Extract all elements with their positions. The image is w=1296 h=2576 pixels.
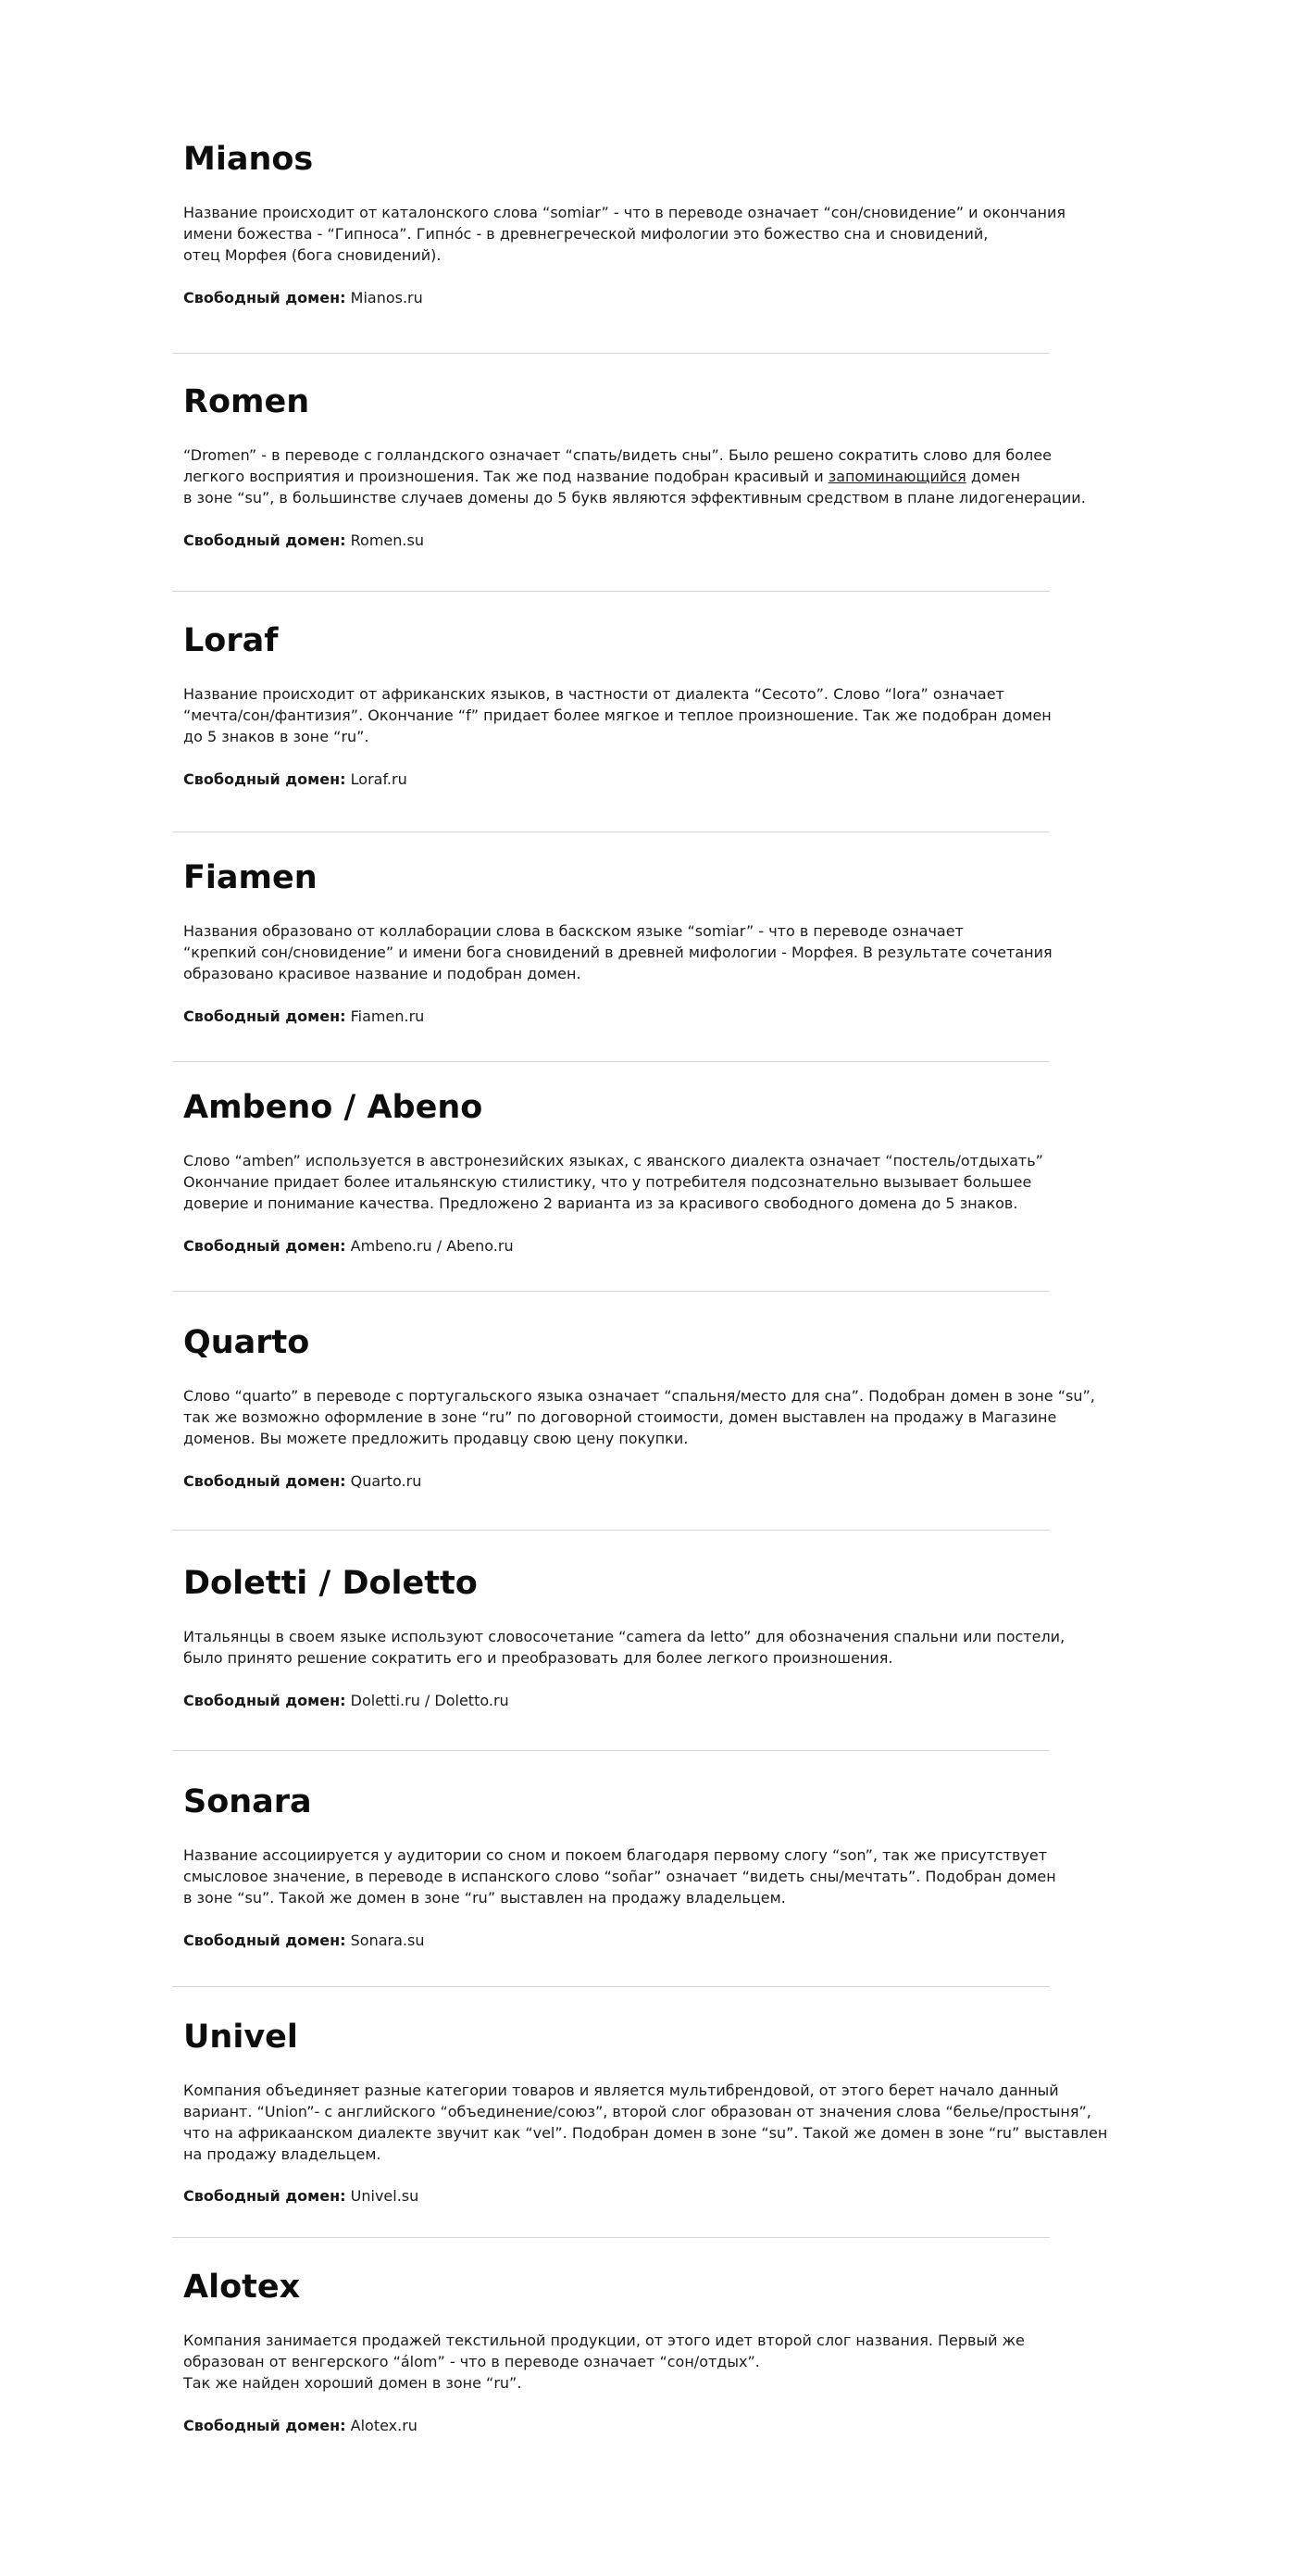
entry-description xyxy=(183,683,1052,747)
entry-domain xyxy=(183,287,423,308)
entry-alotex xyxy=(172,2267,1072,2434)
entry-doletti xyxy=(172,1563,1072,1709)
entry-quarto xyxy=(172,1322,1095,1490)
domain-label: Свободный домен: xyxy=(183,770,346,788)
entry-title: Romen xyxy=(183,383,310,420)
description-line: было принято решение сократить его и преобразовать для более легкого произношения. xyxy=(183,1649,893,1667)
entry-description xyxy=(183,1150,1043,1214)
domain-label: Свободный домен: xyxy=(183,1007,346,1025)
separator xyxy=(172,353,1050,354)
entry-title: Doletti / Doletto xyxy=(183,1565,478,1602)
separator xyxy=(172,2237,1050,2238)
description-text: домен xyxy=(966,468,1021,485)
domain-label: Свободный домен: xyxy=(183,1237,346,1255)
domain-label: Свободный домен: xyxy=(183,2417,346,2434)
separator xyxy=(172,1986,1050,1987)
entry-domain xyxy=(183,1470,421,1492)
entry-univel xyxy=(172,2017,1108,2205)
entry-description xyxy=(183,1844,1056,1908)
domain-value: Quarto.ru xyxy=(350,1472,422,1490)
entry-domain xyxy=(183,530,424,551)
domain-label: Свободный домен: xyxy=(183,1692,346,1709)
domain-value: Fiamen.ru xyxy=(350,1007,425,1025)
description-line: доменов. Вы можете предложить продавцу свою цену покупки. xyxy=(183,1430,689,1447)
separator xyxy=(172,1750,1050,1751)
entry-title: Sonara xyxy=(183,1783,312,1820)
description-line: вариант. “Union”- с английского “объединение/союз”, второй слог образован от значения слова “белье/простыня”, xyxy=(183,2103,1091,2120)
entry-domain xyxy=(183,2185,418,2207)
description-line: Окончание придает более итальянскую стилистику, что у потребителя подсознательно вызывает большее xyxy=(183,1173,1032,1191)
separator xyxy=(172,591,1050,592)
description-line: что на африкаанском диалекте звучит как “vel”. Подобран домен в зоне “su”. Такой же домен в зоне “ru” выставлен xyxy=(183,2124,1108,2142)
description-line: Название ассоциируется у аудитории со сном и покоем благодаря первому слогу “son”, так же присутствует xyxy=(183,1846,1048,1864)
entry-title: Univel xyxy=(183,2019,298,2056)
entry-title: Fiamen xyxy=(183,859,318,896)
domain-value: Univel.su xyxy=(350,2187,419,2205)
entry-description xyxy=(183,1626,1065,1669)
description-line: “мечта/сон/фантизия”. Окончание “f” придает более мягкое и теплое произношение. Так же подобран домен xyxy=(183,707,1052,724)
description-line: Слово “quarto” в переводе с португальского языка означает “спальня/место для сна”. Подобран домен в зоне “su”, xyxy=(183,1387,1095,1405)
description-line xyxy=(183,466,1086,487)
description-line: до 5 знаков в зоне “ru”. xyxy=(183,728,369,745)
entry-description xyxy=(183,444,1086,508)
description-line: Название происходит от каталонского слова “somiar” - что в переводе означает “сон/сновидение” и окончания xyxy=(183,204,1066,221)
description-line: “крепкий сон/сновидение” и имени бога сновидений в древней мифологии - Морфея. В результате сочетания xyxy=(183,944,1053,961)
description-line: “Dromen” - в переводе с голландского означает “спать/видеть сны”. Было решено сократить слово для более xyxy=(183,446,1052,464)
entry-description xyxy=(183,2080,1107,2165)
entry-domain xyxy=(183,769,407,790)
description-line: образован от венгерского “álom” - что в переводе означает “сон/отдых”. xyxy=(183,2353,760,2370)
domain-label: Свободный домен: xyxy=(183,2187,346,2205)
description-line: так же возможно оформление в зоне “ru” по договорной стоимости, домен выставлен на продажу в Магазине xyxy=(183,1408,1057,1426)
description-line: образовано красивое название и подобран домен. xyxy=(183,965,581,982)
description-line: в зоне “su”, в большинстве случаев домены до 5 букв являются эффективным средством в плане лидогенерации. xyxy=(183,489,1086,506)
domain-value: Mianos.ru xyxy=(350,289,423,306)
entry-title: Quarto xyxy=(183,1324,310,1361)
entry-description xyxy=(183,202,1065,266)
entry-loraf xyxy=(172,620,1072,788)
entry-description xyxy=(183,2330,1025,2394)
separator xyxy=(172,1061,1050,1062)
entry-domain xyxy=(183,2415,417,2436)
entry-description xyxy=(183,1385,1095,1449)
entry-domain xyxy=(183,1930,424,1951)
entry-title: Alotex xyxy=(183,2269,301,2306)
entry-domain xyxy=(183,1235,514,1257)
entry-sonara xyxy=(172,1782,1072,1949)
domain-value: Ambeno.ru / Abeno.ru xyxy=(350,1237,514,1255)
separator xyxy=(172,1530,1050,1531)
description-line: отец Морфея (бога сновидений). xyxy=(183,246,442,264)
description-text: легкого восприятия и произношения. Так же под название подобран красивый и xyxy=(183,468,829,485)
description-line: смысловое значение, в переводе в испанского слово “soñar” означает “видеть сны/мечтать”. Подобран домен xyxy=(183,1868,1056,1885)
description-line: Компания объединяет разные категории товаров и является мультибрендовой, от этого берет начало данный xyxy=(183,2082,1059,2099)
description-line: Названия образовано от коллаборации слова в баскском языке “somiar” - что в переводе означает xyxy=(183,922,964,940)
domain-label: Свободный домен: xyxy=(183,289,346,306)
description-line: Слово “amben” используется в австронезийских языках, с яванского диалекта означает “постель/отдыхать” xyxy=(183,1152,1043,1169)
entry-title: Ambeno / Abeno xyxy=(183,1089,483,1126)
description-line: Название происходит от африканских языков, в частности от диалекта “Сесото”. Слово “lora” означает xyxy=(183,685,1004,703)
underlined-word: запоминающийся xyxy=(828,468,966,485)
description-line: на продажу владельцем. xyxy=(183,2145,381,2163)
entry-title: Loraf xyxy=(183,622,279,659)
entry-title: Mianos xyxy=(183,141,314,178)
entry-romen xyxy=(172,381,1086,549)
description-line: Так же найден хороший домен в зоне “ru”. xyxy=(183,2374,522,2392)
description-line: имени божества - “Гипноса”. Гипно́с - в древнегреческой мифологии это божество сна и сновидений, xyxy=(183,225,989,243)
entry-domain xyxy=(183,1006,424,1027)
entry-ambeno xyxy=(172,1087,1072,1255)
entry-description xyxy=(183,920,1053,984)
domain-value: Romen.su xyxy=(350,531,424,549)
domain-value: Loraf.ru xyxy=(350,770,407,788)
entry-domain xyxy=(183,1690,509,1711)
description-line: доверие и понимание качества. Предложено 2 варианта из за красивого свободного домена до 5 знаков. xyxy=(183,1194,1018,1212)
domain-value: Sonara.su xyxy=(350,1932,425,1949)
description-line: в зоне “su”. Такой же домен в зоне “ru” выставлен на продажу владельцем. xyxy=(183,1889,786,1907)
entry-fiamen xyxy=(172,857,1072,1025)
description-line: Итальянцы в своем языке используют словосочетание “camera da letto” для обозначения спальни или постели, xyxy=(183,1628,1065,1645)
domain-value: Doletti.ru / Doletto.ru xyxy=(350,1692,509,1709)
domain-label: Свободный домен: xyxy=(183,1472,346,1490)
separator xyxy=(172,1291,1050,1292)
domain-value: Alotex.ru xyxy=(350,2417,417,2434)
domain-label: Свободный домен: xyxy=(183,531,346,549)
entry-mianos xyxy=(172,139,1072,306)
description-line: Компания занимается продажей текстильной продукции, от этого идет второй слог названия. Первый же xyxy=(183,2332,1025,2349)
domain-label: Свободный домен: xyxy=(183,1932,346,1949)
